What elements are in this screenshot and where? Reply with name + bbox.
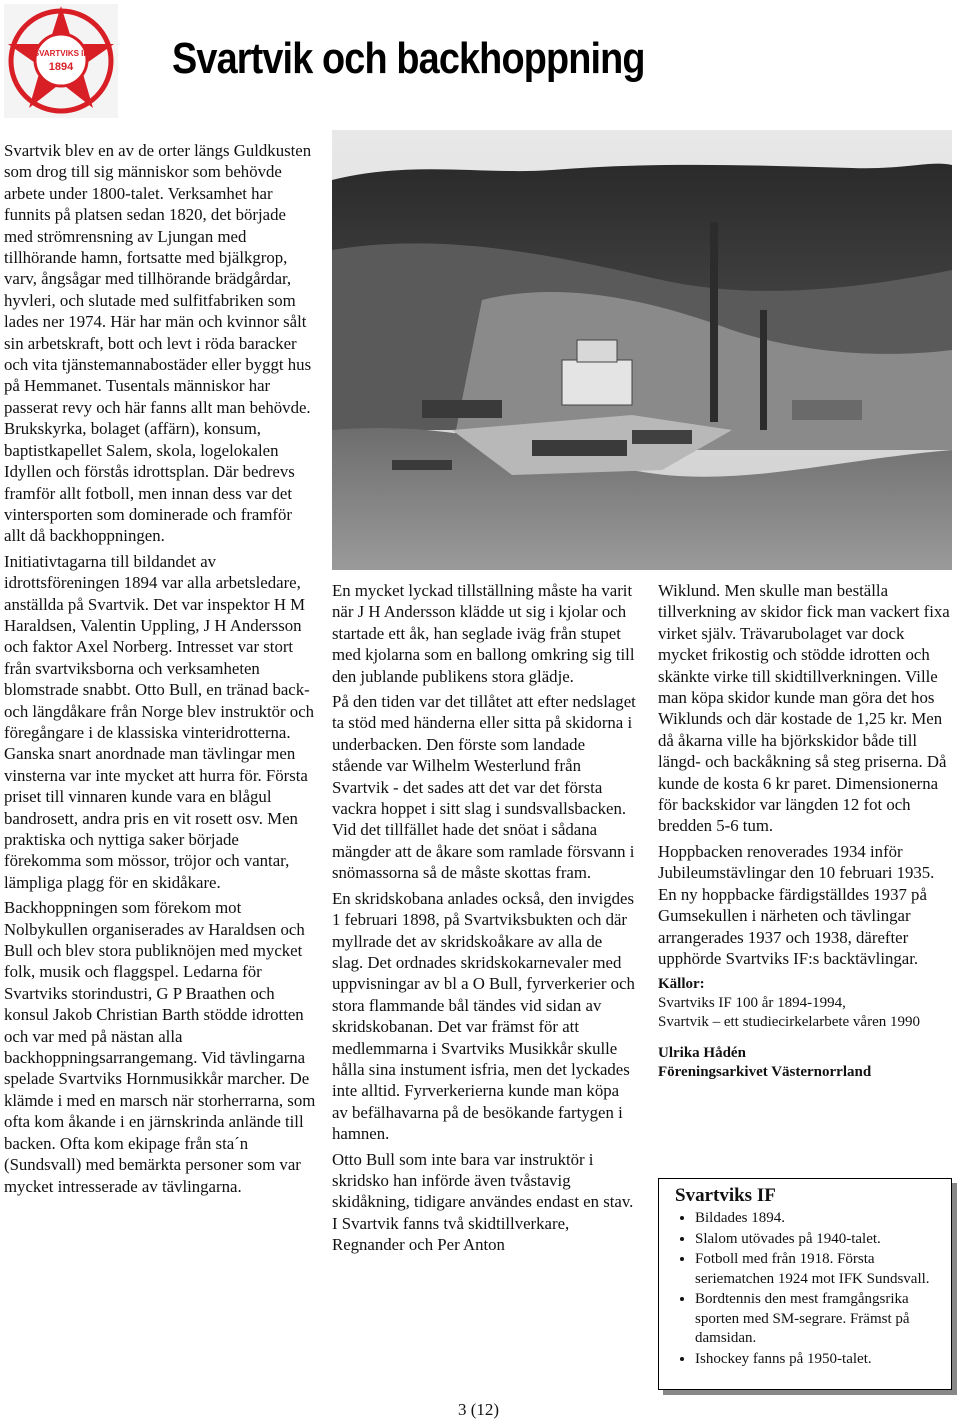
- paragraph: Initiativtagarna till bildandet av idrottsföreningen 1894 var alla arbetsledare, anställda på Svartvik. Det var inspektor H M Haraldsen, Valentin Uppling, J H Andersson och faktor Axel Norberg. Intresset var stort från svartviksborna och verksamheten blomstrade snabbt. Otto Bull, en tränad back- och längdåkare från Norge blev instruktör och föregångare i de klassiska vinteridrotterna. Ganska snart anordnade man tävlingar men vinsterna var inte mycket att hurra för. Första priset till vinnaren kunde vara en blågul bandrosett, andra pris en vit rosett osv. Men praktiska och nyttiga saker började förekomma som mössor, tröjor och vantar, lämpliga plagg för en skidåkare.: [4, 551, 315, 892]
- article-column-3: [658, 580, 956, 1082]
- source-line: Svartvik – ett studiecirkelarbete våren 1990: [658, 1014, 920, 1031]
- fact-item: • Bordtennis den mest framgångsrika sporten med SM-segrare. Främst på damsidan.: [695, 1290, 941, 1349]
- paragraph: På den tiden var det tillåtet att efter nedslaget ta stöd med händerna eller sitta på skidorna i underbacken. Den förste som landade stående var Wilhelm Westerlund från Svartvik - det sades att det var det första vackra hoppet i sitt slag i sundsvallsbacken. Vid det tillfället hade det snöat i sådana mängder att de åkare som ramlade försvann i snömassorna så de måste skottas fram.: [332, 692, 636, 883]
- fact-list: [659, 1209, 951, 1369]
- fact-box: [658, 1178, 952, 1390]
- paragraph: Hoppbacken renoverades 1934 inför Jubileumstävlingar den 10 februari 1935. En ny hoppbacke färdigställdes 1937 på Gumsekullen i närheten och tävlingar arrangerades 1937 och 1938, därefter upphörde Svartviks IF:s backtävlingar.: [658, 841, 935, 968]
- fact-box-heading: Svartviks IF: [675, 1185, 776, 1206]
- paragraph: Otto Bull som inte bara var instruktör i skridsko han införde även tvåstavig skidåkning, tidigare användes endast en stav. I Svartvik fanns två skidtillverkare, Regnander och Per Anton: [332, 1149, 634, 1255]
- paragraph: Wiklund. Men skulle man beställa tillverkning av skidor fick man vackert fixa virket själv. Trävarubolaget var dock mycket frikostig och stödde idrotten och skänkte virke till skidtillverkningen. Ville man köpa skidor kunde man göra det hos Wiklunds och där kostade de 1,25 kr. Men då åkarna ville ha björkskidor både till längd- och backåkning så steg priserna. Då kunde de kosta 6 kr paret. Dimensionerna för backskidor var längden 12 fot och bredden 5-6 tum.: [658, 581, 950, 836]
- paragraph: En skridskobana anlades också, den invigdes 1 februari 1898, på Svartviksbukten och där myllrade det av skridskoåkare av alla de slag. Det ordnades skridskokarnevaler med uppvisningar av bl a O Bull, fyrverkerier och stora flammande bål tändes vid sidan av skridskobanan. Det var främst för att medlemmarna i Svartviks Musikkår skulle hålla sina instument isfria, men det lyckades inte alltid. Fyrverkerierna kunde man köpa av befälhavarna på de besökande fartygen i hamnen.: [332, 888, 635, 1144]
- fact-item: • Fotboll med från 1918. Första seriematchen 1924 mot IFK Sundsvall.: [695, 1250, 941, 1289]
- fact-item: • Slalom utövades på 1940-talet.: [695, 1230, 941, 1250]
- author-org: Föreningsarkivet Västernorrland: [658, 1064, 872, 1081]
- sources: [658, 975, 956, 1032]
- author-name: Ulrika Hådén: [658, 1045, 746, 1062]
- article-column-1: [4, 140, 316, 1201]
- sources-heading: Källor:: [658, 976, 705, 993]
- fact-item: • Ishockey fanns på 1950-talet.: [695, 1350, 941, 1370]
- paragraph: Backhoppningen som förekom mot Nolbykullen organiserades av Haraldsen och Bull och blev stora publiknöjen med mycket folk, musik och flaggspel. Ledarna för Svartviks storindustri, G P Braathen och konsul Jakob Christian Barth stödde idrotten och var med på nästan alla backhoppningsarrangemang. Vid tävlingarna spelade Svartviks Hornmusikkår marcher. De klämde i med en marsch när storherrarna, som ofta kom åkande i en järnskrinda anlände till backen. Ofta kom ekipage från sta´n (Sundsvall) med bemärkta personer som var mycket intresserade av tävlingarna.: [4, 898, 316, 1196]
- article-column-2: [332, 580, 636, 1260]
- fact-item: • Bildades 1894.: [695, 1209, 941, 1229]
- page-number: 3 (12): [458, 1400, 500, 1419]
- page-title: Svartvik och backhoppning: [172, 34, 645, 83]
- svg-text:1894: 1894: [48, 61, 74, 73]
- paragraph: Svartvik blev en av de orter längs Guldkusten som drog till sig människor som behövde arbete under 1800-talet. Verksamhet har funnits på platsen sedan 1820, det började med strömrensning av Ljungan med tillhörande hamn, fortsatte med bjälkgrop, varv, ångsågar med tillhörande brädgårdar, hyvleri, och slutade med sulfitfabriken som lades ner 1974. Här har män och kvinnor sålt sin arbetskraft, bott och levt i röda baracker och vita tjänstemannabostäder eller byggt hus på Hemmanet. Tusentals människor har passerat revy och här fanns allt man behövde. Brukskyrka, bolaget (affärn), konsum, baptistkapellet Salem, skola, logelokalen Idyllen och förstås idrottsplan. Där bedrevs framför allt fotboll, men innan dess var det vintersporten som dominerade och framför allt då backhoppningen.: [4, 141, 312, 546]
- author: [658, 1044, 956, 1082]
- club-logo: [4, 4, 118, 118]
- paragraph: En mycket lyckad tillställning måste ha varit när J H Andersson klädde ut sig i kjolar och startade ett åk, han seglade iväg från stupet med kjolarna som en ballong omkring sig till den jublande publikens stora glädje.: [332, 581, 635, 686]
- svg-text:SVARTVIKS IF: SVARTVIKS IF: [33, 49, 89, 58]
- historic-sawmill-photo: [332, 130, 952, 570]
- source-line: Svartviks IF 100 år 1894-1994,: [658, 995, 846, 1012]
